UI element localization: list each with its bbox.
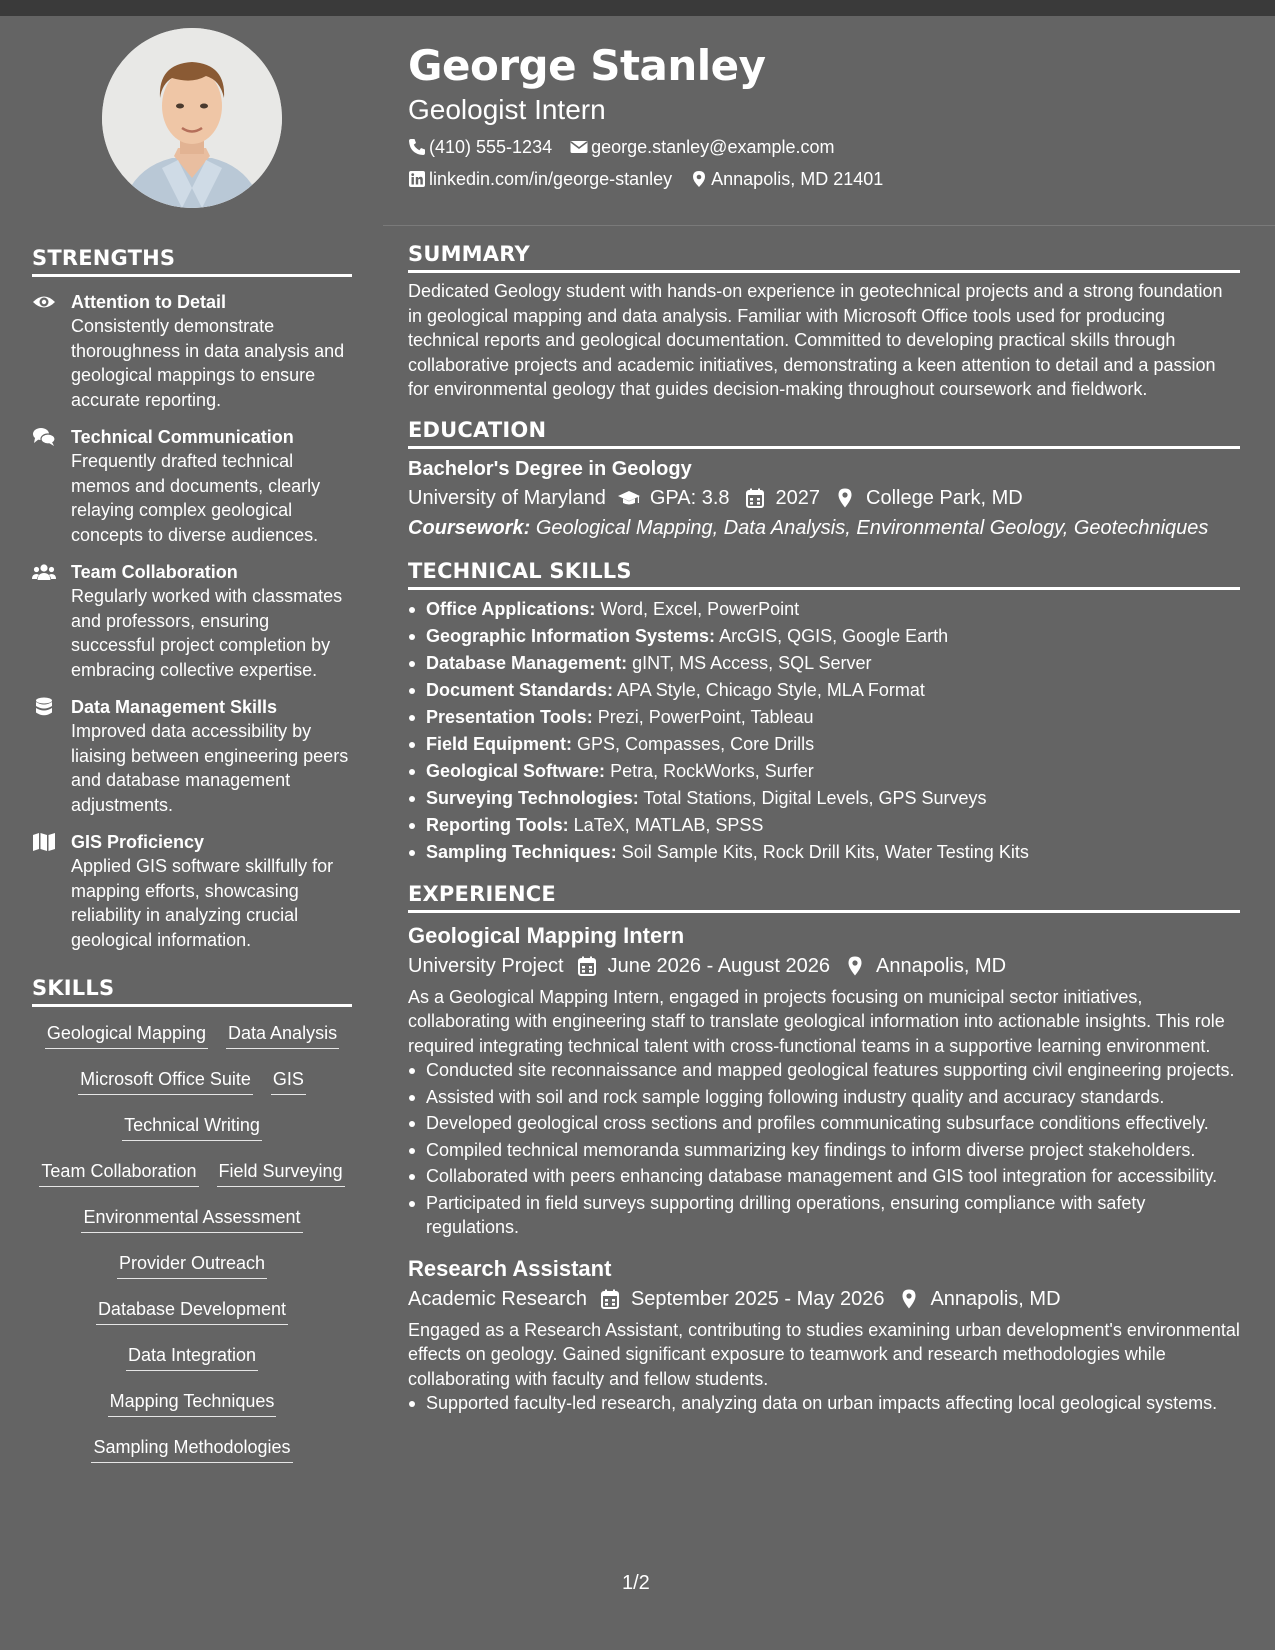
list-item: Reporting Tools: LaTeX, MATLAB, SPSS	[408, 812, 1240, 839]
coursework	[408, 513, 1240, 543]
strength-desc: Consistently demonstrate thoroughness in data analysis and geological mappings to ensure accurate reporting.	[71, 316, 345, 410]
strength-item	[32, 290, 352, 412]
map-marker-icon	[690, 170, 708, 188]
school-location: College Park, MD	[866, 486, 1023, 509]
job-bullets	[408, 1391, 1240, 1416]
left-column	[32, 28, 352, 1475]
job-dates: September 2025 - May 2026	[630, 1287, 885, 1310]
skill-tag: Field Surveying	[217, 1153, 345, 1187]
summary-text: Dedicated Geology student with hands-on experience in geotechnical projects and a strong foundation in geological mapping and data analysis. Familiar with Microsoft Office tools used for producing technical reports and geological documentation. Committed to developing practical skills through collaborative projects and academic initiatives, demonstrating a keen attention to detail and a passion for environmental geology that guides decision-making throughout coursework and fieldwork.	[408, 281, 1223, 399]
job-title: Geological Mapping Intern	[408, 922, 685, 948]
list-item: Supported faculty-led research, analyzing data on urban impacts affecting local geological systems.	[408, 1391, 1240, 1416]
full-name: George Stanley	[408, 41, 766, 90]
strength-item	[32, 560, 352, 682]
skill-tag: Team Collaboration	[39, 1153, 198, 1187]
list-item: Document Standards: APA Style, Chicago Style, MLA Format	[408, 677, 1240, 704]
job-bullets	[408, 1058, 1240, 1240]
map-icon	[32, 832, 56, 852]
strength-title: GIS Proficiency	[71, 832, 205, 852]
map-marker-icon	[844, 956, 866, 976]
top-bar	[0, 0, 1275, 16]
calendar-icon	[576, 956, 598, 976]
comments-icon	[32, 427, 56, 447]
experience-title: EXPERIENCE	[408, 882, 1240, 913]
grad-year: 2027	[775, 486, 821, 509]
job-org: Academic Research	[408, 1287, 587, 1310]
skill-tag: Environmental Assessment	[81, 1199, 302, 1233]
strength-desc: Frequently drafted technical memos and documents, clearly relaying complex geological concepts to diverse audiences.	[71, 451, 321, 545]
strength-item	[32, 695, 352, 817]
main-column	[408, 242, 1240, 1416]
job-location: Annapolis, MD	[930, 1287, 1061, 1310]
eye-icon	[32, 292, 56, 312]
coursework-list: Geological Mapping, Data Analysis, Environmental Geology, Geotechniques	[535, 516, 1209, 539]
job-title: Research Assistant	[408, 1255, 612, 1281]
list-item: Database Management: gINT, MS Access, SQL Server	[408, 650, 1240, 677]
list-item: Compiled technical memoranda summarizing key findings to inform diverse project stakeholders.	[408, 1138, 1240, 1163]
email-text: george.stanley@example.com	[591, 137, 835, 157]
database-icon	[32, 697, 56, 717]
summary-title: SUMMARY	[408, 242, 1240, 273]
skill-tag: Database Development	[96, 1291, 288, 1325]
contact-row	[408, 168, 1240, 190]
technical-skills-title: TECHNICAL SKILLS	[408, 559, 1240, 590]
map-marker-icon	[834, 488, 856, 508]
job-meta	[408, 1284, 1240, 1314]
linkedin-icon	[408, 170, 426, 188]
strengths-title: STRENGTHS	[32, 246, 352, 277]
strength-desc: Regularly worked with classmates and professors, ensuring successful project completion by embracing collective expertise.	[71, 586, 343, 680]
strength-title: Data Management Skills	[71, 697, 278, 717]
list-item: Surveying Technologies: Total Stations, Digital Levels, GPS Surveys	[408, 785, 1240, 812]
skill-tag: Data Analysis	[226, 1015, 339, 1049]
list-item: Geological Software: Petra, RockWorks, Surfer	[408, 758, 1240, 785]
map-marker-icon	[898, 1289, 920, 1309]
skill-tag: GIS	[271, 1061, 306, 1095]
header	[408, 40, 1240, 190]
phone-icon	[408, 138, 426, 156]
list-item: Developed geological cross sections and profiles communicating subsurface conditions effectively.	[408, 1111, 1240, 1136]
job-dates: June 2026 - August 2026	[607, 954, 831, 977]
contact-row	[408, 136, 1240, 158]
education-meta	[408, 483, 1240, 513]
phone-contact[interactable]	[408, 136, 552, 158]
job-meta	[408, 951, 1240, 981]
list-item: Presentation Tools: Prezi, PowerPoint, Tableau	[408, 704, 1240, 731]
location-text: Annapolis, MD 21401	[711, 169, 884, 189]
calendar-icon	[744, 488, 766, 508]
strength-desc: Improved data accessibility by liaising between engineering peers and database management adjustments.	[71, 721, 349, 815]
skills-list	[32, 1015, 352, 1475]
phone-text: (410) 555-1234	[429, 137, 553, 157]
users-icon	[32, 562, 56, 582]
skill-tag: Sampling Methodologies	[91, 1429, 292, 1463]
skill-tag: Data Integration	[126, 1337, 258, 1371]
degree: Bachelor's Degree in Geology	[408, 457, 692, 480]
job-org: University Project	[408, 954, 564, 977]
avatar	[102, 28, 282, 208]
envelope-icon	[570, 138, 588, 156]
job-description: Engaged as a Research Assistant, contributing to studies examining urban development's environmental effects on geology. Gained significant exposure to teamwork and research methodologies while collaborating with faculty and fellow students.	[408, 1319, 1240, 1389]
page-number: 1/2	[622, 1572, 650, 1594]
strength-desc: Applied GIS software skillfully for mapping efforts, showcasing reliability in analyzing crucial geological information.	[71, 856, 334, 950]
list-item: Collaborated with peers enhancing database management and GIS tool integration for accessibility.	[408, 1164, 1240, 1189]
job-role: Geologist Intern	[408, 94, 606, 125]
list-item: Field Equipment: GPS, Compasses, Core Drills	[408, 731, 1240, 758]
skill-tag: Provider Outreach	[117, 1245, 267, 1279]
skills-title: SKILLS	[32, 976, 352, 1007]
education-title: EDUCATION	[408, 418, 1240, 449]
header-divider	[383, 225, 1275, 226]
list-item: Sampling Techniques: Soil Sample Kits, Rock Drill Kits, Water Testing Kits	[408, 839, 1240, 866]
strength-title: Technical Communication	[71, 427, 294, 447]
location-contact	[690, 168, 883, 190]
school-name: University of Maryland	[408, 486, 606, 509]
job-location: Annapolis, MD	[876, 954, 1007, 977]
list-item: Assisted with soil and rock sample logging following industry quality and accuracy standards.	[408, 1085, 1240, 1110]
coursework-label: Coursework:	[408, 516, 531, 539]
gpa: GPA: 3.8	[649, 486, 730, 509]
list-item: Participated in field surveys supporting drilling operations, ensuring compliance with safety regulations.	[408, 1191, 1240, 1240]
graduation-cap-icon	[618, 488, 640, 508]
strength-title: Attention to Detail	[71, 292, 226, 312]
calendar-icon	[599, 1289, 621, 1309]
strength-item	[32, 830, 352, 952]
skill-tag: Geological Mapping	[45, 1015, 208, 1049]
strength-item	[32, 425, 352, 547]
linkedin-contact[interactable]	[408, 168, 672, 190]
profile-photo	[102, 28, 282, 208]
skill-tag: Mapping Techniques	[108, 1383, 277, 1417]
job-description: As a Geological Mapping Intern, engaged in projects focusing on municipal sector initiatives, collaborating with engineering staff to translate geological information into actionable insights. This role required integrating technical talent with cross-functional teams in a supportive learning environment.	[408, 986, 1225, 1056]
list-item: Office Applications: Word, Excel, PowerPoint	[408, 596, 1240, 623]
skill-tag: Technical Writing	[122, 1107, 262, 1141]
list-item: Conducted site reconnaissance and mapped geological features supporting civil engineering projects.	[408, 1058, 1240, 1083]
skill-tag: Microsoft Office Suite	[78, 1061, 253, 1095]
list-item: Geographic Information Systems: ArcGIS, QGIS, Google Earth	[408, 623, 1240, 650]
technical-skills-list	[408, 596, 1240, 866]
strength-title: Team Collaboration	[71, 562, 238, 582]
email-contact[interactable]	[570, 136, 834, 158]
linkedin-text: linkedin.com/in/george-stanley	[429, 169, 673, 189]
